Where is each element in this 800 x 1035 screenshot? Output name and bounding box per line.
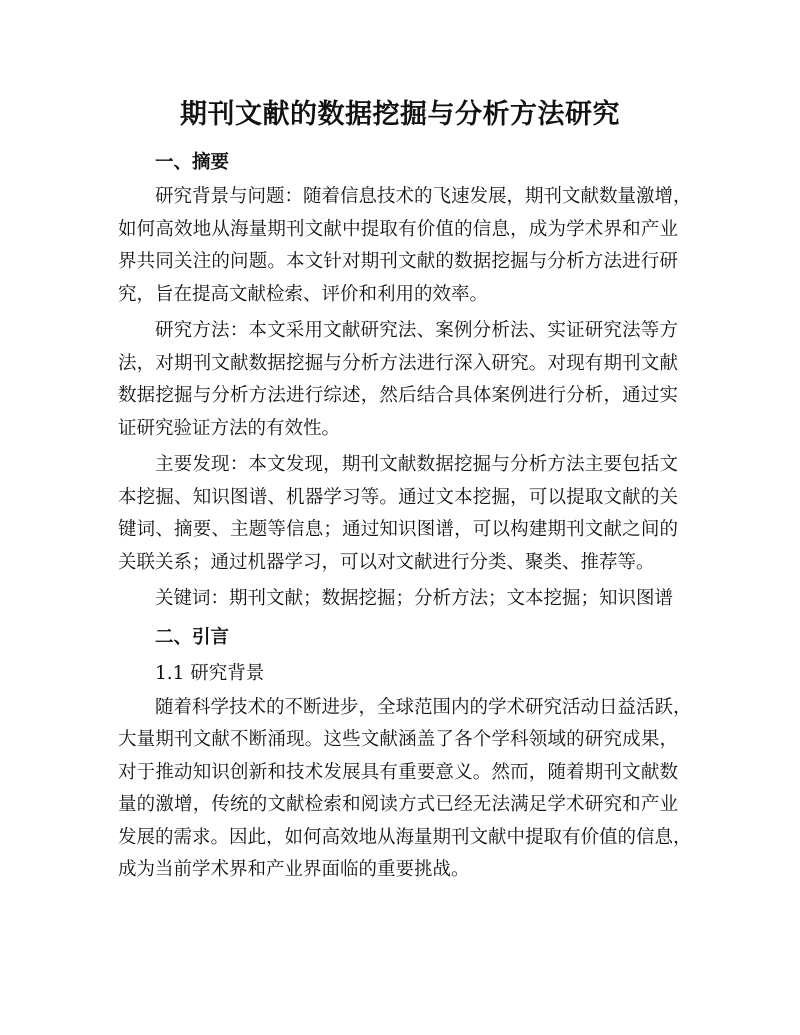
text-line: 如何高效地从海量期刊文献中提取有价值的信息，成为学术界和产业 — [118, 218, 678, 240]
text-line: 主要发现：本文发现，期刊文献数据挖掘与分析方法主要包括文 — [155, 454, 678, 475]
text-line: 研究方法：本文采用文献研究法、案例分析法、实证研究法等方 — [155, 320, 678, 341]
text-line: 成为当前学术界和产业界面临的重要挑战。 — [118, 859, 470, 880]
abstract-background-paragraph — [118, 181, 692, 311]
keywords-line: 关键词：期刊文献；数据挖掘；分析方法；文本挖掘；知识图谱 — [155, 588, 674, 609]
section-heading-introduction: 二、引言 — [155, 626, 230, 648]
text-line: 对于推动知识创新和技术发展具有重要意义。然而，随着期刊文献数 — [118, 761, 678, 783]
text-line: 究，旨在提高文献检索、评价和利用的效率。 — [118, 283, 489, 305]
text-line: 量的激增，传统的文献检索和阅读方式已经无法满足学术研究和产业 — [118, 794, 678, 815]
subsection-heading-background: 1.1 研究背景 — [155, 662, 265, 684]
text-line: 本挖掘、知识图谱、机器学习等。通过文本挖掘，可以提取文献的关 — [118, 486, 678, 508]
text-line: 研究背景与问题：随着信息技术的飞速发展，期刊文献数量激增， — [155, 186, 692, 207]
background-paragraph — [118, 692, 692, 887]
text-line: 数据挖掘与分析方法进行综述，然后结合具体案例进行分析，通过实 — [118, 385, 678, 406]
abstract-findings-paragraph — [118, 449, 678, 579]
text-line: 法，对期刊文献数据挖掘与分析方法进行深入研究。对现有期刊文献 — [118, 352, 678, 374]
text-line: 大量期刊文献不断涌现。这些文献涵盖了各个学科领域的研究成果， — [118, 729, 678, 750]
section-heading-abstract: 一、摘要 — [155, 152, 230, 173]
abstract-method-paragraph — [118, 315, 678, 445]
text-line: 随着科学技术的不断进步，全球范围内的学术研究活动日益活跃， — [155, 696, 692, 718]
document-body — [118, 145, 692, 891]
text-line: 界共同关注的问题。本文针对期刊文献的数据挖掘与分析方法进行研 — [118, 251, 678, 272]
text-line: 证研究验证方法的有效性。 — [118, 417, 341, 439]
text-line: 键词、摘要、主题等信息；通过知识图谱，可以构建期刊文献之间的 — [118, 519, 678, 540]
text-line: 发展的需求。因此，如何高效地从海量期刊文献中提取有价值的信息， — [118, 826, 692, 848]
document-title: 期刊文献的数据挖掘与分析方法研究 — [180, 99, 620, 130]
text-line: 关联关系；通过机器学习，可以对文献进行分类、聚类、推荐等。 — [118, 551, 655, 573]
